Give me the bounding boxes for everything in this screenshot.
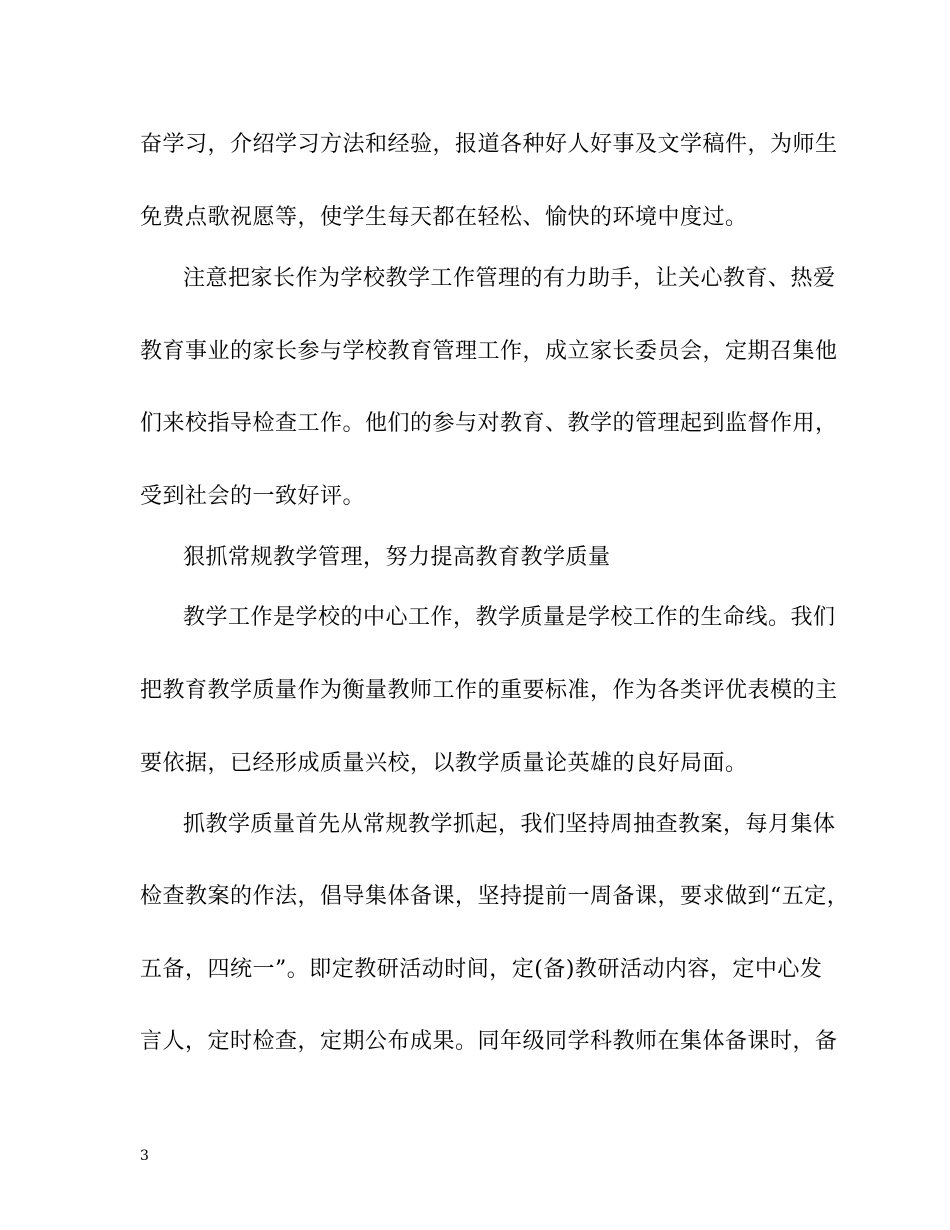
- text-line: 免费点歌祝愿等，使学生每天都在轻松、愉快的环境中度过。: [140, 205, 748, 230]
- page-number: 3: [140, 1148, 149, 1164]
- text-line: 奋学习，介绍学习方法和经验，报道各种好人好事及文学稿件，为师生: [140, 132, 838, 157]
- text-line: 把教育教学质量作为衡量教师工作的重要标准，作为各类评优表模的主: [140, 678, 838, 703]
- paragraph-start-line: 教学工作是学校的中心工作，教学质量是学校工作的生命线。我们: [183, 605, 836, 630]
- text-line: 检查教案的作法，倡导集体备课，坚持提前一周备课，要求做到“五定，: [140, 884, 850, 909]
- text-line: 们来校指导检查工作。他们的参与对教育、教学的管理起到监督作用，: [140, 411, 838, 436]
- text-line: 五备，四统一”。即定教研活动时间，定(备)教研活动内容，定中心发: [140, 957, 823, 982]
- text-line: 受到社会的一致好评。: [140, 484, 366, 509]
- section-heading: 狠抓常规教学管理，努力提高教育教学质量: [183, 545, 611, 570]
- text-line: 言人，定时检查，定期公布成果。同年级同学科教师在集体备课时，备: [140, 1029, 838, 1054]
- paragraph-start-line: 注意把家长作为学校教学工作管理的有力助手，让关心教育、热爱: [183, 266, 836, 291]
- text-line: 教育事业的家长参与学校教育管理工作，成立家长委员会，定期召集他: [140, 339, 838, 364]
- paragraph-start-line: 抓教学质量首先从常规教学抓起，我们坚持周抽查教案，每月集体: [183, 812, 836, 837]
- text-line: 要依据，已经形成质量兴校，以教学质量论英雄的良好局面。: [140, 751, 748, 776]
